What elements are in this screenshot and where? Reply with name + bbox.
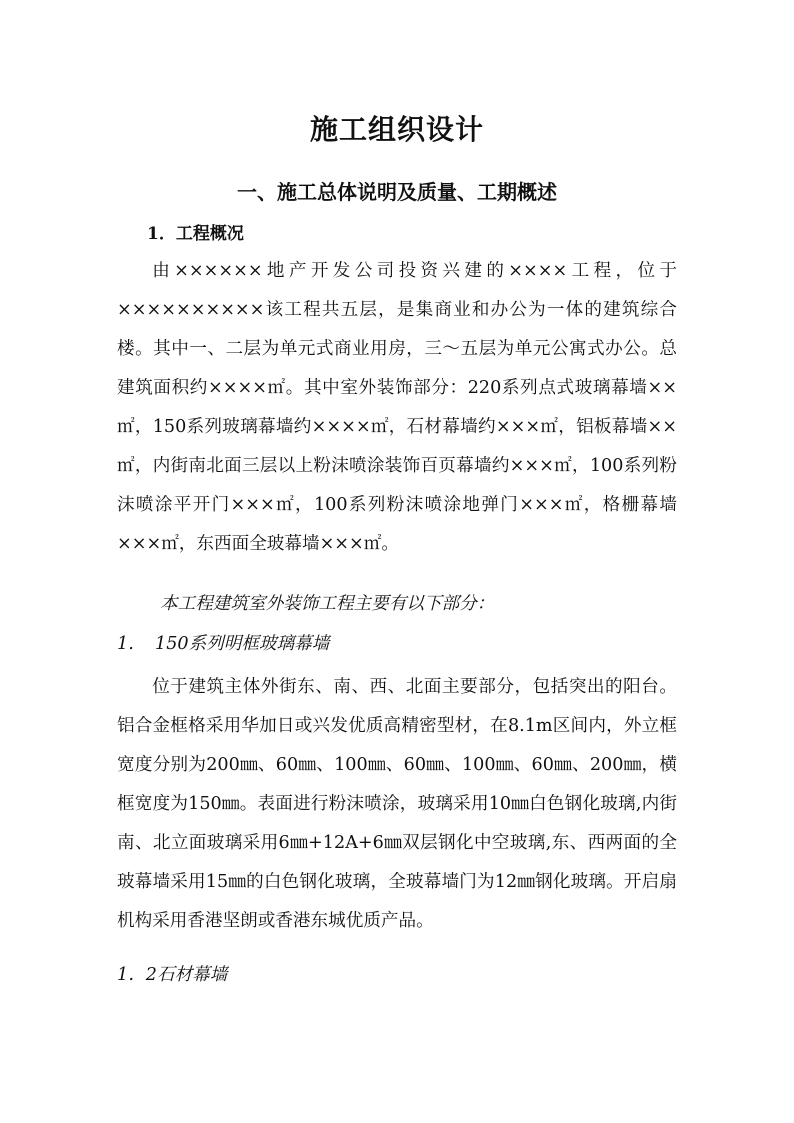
item-title: 150系列明框玻璃幕墙 [155,634,330,654]
intro-line: 本工程建筑室外装饰工程主要有以下部分： [160,594,495,614]
subsection-number: 1． [147,224,176,244]
item-number: 1. [117,634,134,654]
item-title: 石材幕墙 [156,965,228,985]
item-number: 1．2 [117,965,157,985]
paragraph-project-overview: 由××××××地产开发公司投资兴建的××××工程，位于××××××××××该工程共五层，是集商业和办公为一体的建筑综合楼。其中一、二层为单元式商业用房，三～五层为单元公寓式办公。总建筑面积约××××㎡。其中室外装饰部分：220系列点式玻璃幕墙××㎡，150系列玻璃幕墙约××××㎡，石材幕墙约×××㎡，铝板幕墙××㎡，内街南北面三层以上粉沫喷涂装饰百页幕墙约×××㎡，100系列粉沫喷涂平开门×××㎡，100系列粉沫喷涂地弹门×××㎡，格栅幕墙×××㎡，东西面全玻幕墙×××㎡。 [117,261,677,554]
document-title: 施工组织设计 [309,113,484,146]
section-heading: 一、施工总体说明及质量、工期概述 [237,180,557,204]
paragraph-glass-curtain-wall: 位于建筑主体外街东、南、西、北面主要部分，包括突出的阳台。铝合金框格采用华加日或兴发优质高精密型材，在8.1m区间内，外立框宽度分别为200㎜、60㎜、100㎜、60㎜、100㎜、60㎜、200㎜，横框宽度为150㎜。表面进行粉沫喷涂，玻璃采用10㎜白色钢化玻璃,内街南、北立面玻璃采用6㎜+12A+6㎜双层钢化中空玻璃,东、西两面的全玻幕墙采用15㎜的白色钢化玻璃，全玻幕墙门为12㎜钢化玻璃。开启扇机构采用香港坚朗或香港东城优质产品。 [117,677,677,931]
item-heading-glass-curtain-wall [117,630,329,655]
subsection-heading [147,219,244,244]
item-heading-stone-curtain-wall [117,961,227,986]
subsection-title: 工程概况 [175,224,244,244]
